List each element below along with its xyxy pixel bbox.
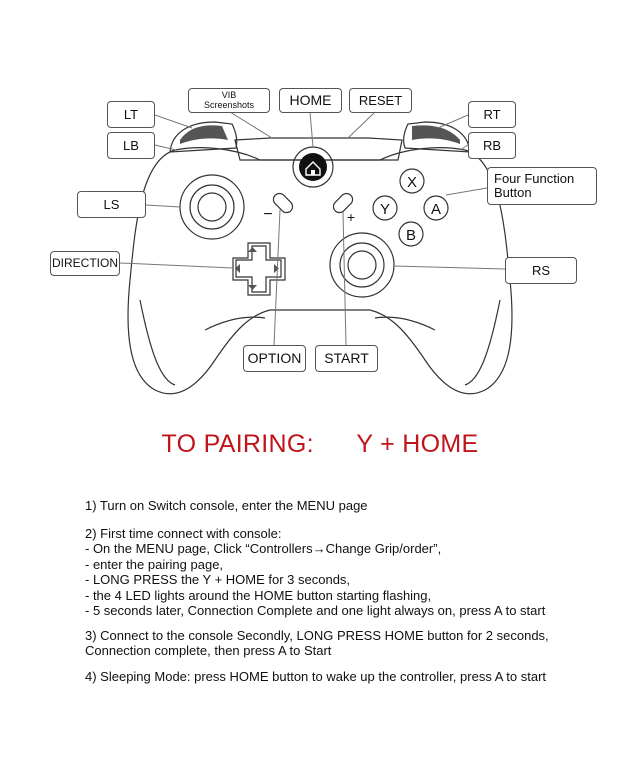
right-handle-curve xyxy=(375,317,435,330)
dpad-right-arrow xyxy=(274,264,279,273)
b-button-letter: B xyxy=(405,227,417,244)
label-home xyxy=(279,88,342,113)
rt-leader xyxy=(438,115,468,128)
plus-glyph: + xyxy=(346,209,356,225)
pairing-title-right: Y + HOME xyxy=(356,430,479,458)
a-button-letter: A xyxy=(430,201,442,218)
y-button-letter: Y xyxy=(379,201,391,218)
label-vib-screenshots xyxy=(188,88,270,113)
label-start xyxy=(315,345,378,372)
pairing-title-left: TO PAIRING: xyxy=(161,430,314,458)
instruction-step-3-line-2: Connection complete, then press A to Start xyxy=(85,643,332,658)
lb-leader xyxy=(155,145,176,150)
label-direction-text: DIRECTION xyxy=(52,256,118,271)
start-leader xyxy=(343,212,346,345)
label-reset-text: RESET xyxy=(358,92,403,108)
label-direction xyxy=(50,251,120,276)
instruction-step-2-title: 2) First time connect with console: xyxy=(85,525,282,541)
rs-stick-mid xyxy=(340,243,384,287)
instructions xyxy=(85,498,625,684)
label-rb-text: RB xyxy=(482,137,502,153)
left-grip-line xyxy=(140,300,175,385)
label-rs xyxy=(505,257,577,284)
instruction-step-2-line: - enter the pairing page, xyxy=(85,556,224,572)
instruction-step-2-line: - the 4 LED lights around the HOME button starting flashing, xyxy=(85,587,432,603)
label-four-function-button xyxy=(487,167,597,205)
label-reset xyxy=(349,88,412,113)
reset-leader xyxy=(348,112,375,138)
direction-leader xyxy=(120,263,233,268)
label-rb xyxy=(468,132,516,159)
left-handle-curve xyxy=(205,317,265,330)
instruction-step-2-line: - 5 seconds later, Connection Complete and one light always on, press A to start xyxy=(85,603,546,618)
instruction-step-2-line: - LONG PRESS the Y + HOME for 3 seconds, xyxy=(85,572,351,587)
label-rt xyxy=(468,101,516,128)
minus-glyph: − xyxy=(263,206,273,223)
label-vib-text: VIB xyxy=(221,90,237,101)
label-lb xyxy=(107,132,155,159)
x-button-letter: X xyxy=(406,174,418,191)
instruction-step-1: 1) Turn on Switch console, enter the MENU page xyxy=(85,498,368,513)
instruction-step-4: 4) Sleeping Mode: press HOME button to wake up the controller, press A to start xyxy=(85,668,547,684)
label-home-text: HOME xyxy=(289,92,332,109)
label-ls xyxy=(77,191,146,218)
four-function-leader xyxy=(446,188,487,195)
home-button xyxy=(299,153,327,181)
lt-leader xyxy=(155,115,192,128)
label-option xyxy=(243,345,306,372)
home-leader xyxy=(310,112,313,147)
label-lb-text: LB xyxy=(123,137,139,153)
label-lt-text: LT xyxy=(123,106,139,122)
dpad-down-arrow xyxy=(248,285,257,290)
rs-leader xyxy=(394,266,505,269)
instruction-step-3-line-1: 3) Connect to the console Secondly, LONG PRESS HOME button for 2 seconds, xyxy=(85,627,549,643)
label-lt xyxy=(107,101,155,128)
label-rt-text: RT xyxy=(483,106,501,122)
label-rs-text: RS xyxy=(531,262,551,278)
pairing-title xyxy=(0,430,640,459)
instruction-step-2-line: - On the MENU page, Click “Controllers→Change Grip/order”, xyxy=(85,541,442,556)
right-grip-line xyxy=(465,300,500,385)
ls-leader xyxy=(146,205,180,207)
label-option-text: OPTION xyxy=(247,350,302,367)
minus-button xyxy=(271,191,295,215)
label-screenshots-text: Screenshots xyxy=(203,99,255,110)
label-start-text: START xyxy=(324,350,369,367)
rs-stick-inner xyxy=(348,251,376,279)
label-button-text: Button xyxy=(494,185,532,200)
label-four-function-text: Four Function xyxy=(494,171,575,187)
ls-stick-inner xyxy=(198,193,226,221)
label-ls-text: LS xyxy=(103,196,120,212)
ls-stick-mid xyxy=(190,185,234,229)
dpad-up-arrow xyxy=(248,247,257,252)
